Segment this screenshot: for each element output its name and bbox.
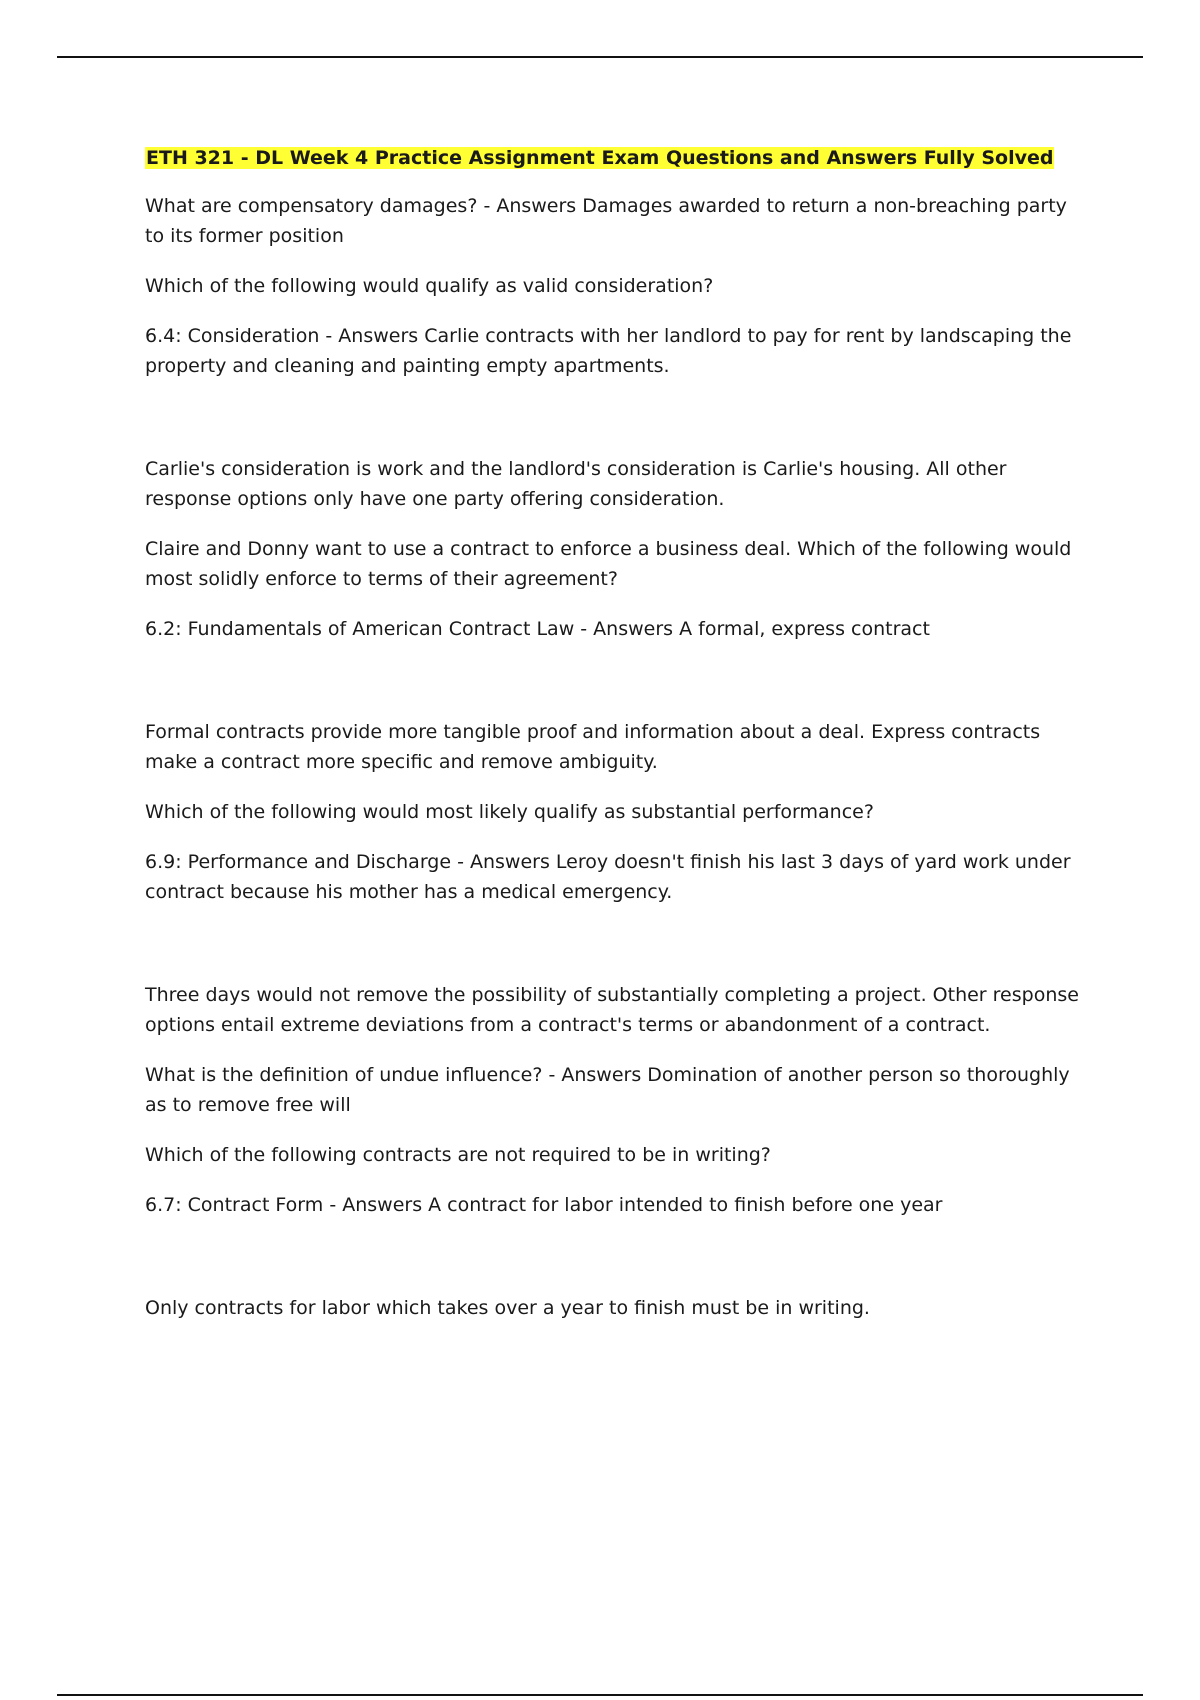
explanation-formal-contracts: Formal contracts provide more tangible proof and information about a deal. Express contracts make a contract more specific and remove ambiguity.	[145, 721, 1041, 773]
paragraph-compensatory-damages: What are compensatory damages? - Answers Damages awarded to return a non-breaching party to its former position	[145, 195, 1067, 247]
question-enforce-deal: Claire and Donny want to use a contract to enforce a business deal. Which of the following would most solidly enforce to terms of their agreement?	[145, 538, 1072, 590]
question-substantial-performance: Which of the following would most likely qualify as substantial performance?	[145, 801, 874, 823]
explanation-consideration: Carlie's consideration is work and the landlord's consideration is Carlie's housing. All other response options only have one party offering consideration.	[145, 458, 1007, 510]
document-title	[145, 143, 1085, 173]
footer-rule	[57, 1694, 1143, 1696]
question-writing-required: Which of the following contracts are not required to be in writing?	[145, 1144, 771, 1166]
explanation-three-days: Three days would not remove the possibility of substantially completing a project. Other response options entail extreme deviations from a contract's terms or abandonment of a contract.	[145, 984, 1079, 1036]
explanation-labor-contracts: Only contracts for labor which takes over a year to finish must be in writing.	[145, 1297, 870, 1319]
document-body	[145, 143, 1085, 1343]
answer-contract-form: 6.7: Contract Form - Answers A contract for labor intended to finish before one year	[145, 1194, 943, 1216]
answer-contract-law: 6.2: Fundamentals of American Contract Law - Answers A formal, express contract	[145, 618, 930, 640]
question-valid-consideration: Which of the following would qualify as valid consideration?	[145, 275, 714, 297]
highlighted-title-text: ETH 321 - DL Week 4 Practice Assignment Exam Questions and Answers Fully Solved	[146, 147, 1054, 169]
answer-performance-discharge: 6.9: Performance and Discharge - Answers Leroy doesn't finish his last 3 days of yard work under contract because his mother has a medical emergency.	[145, 851, 1071, 903]
answer-consideration: 6.4: Consideration - Answers Carlie contracts with her landlord to pay for rent by landscaping the property and cleaning and painting empty apartments.	[145, 325, 1072, 377]
paragraph-undue-influence: What is the definition of undue influence? - Answers Domination of another person so thoroughly as to remove free will	[145, 1064, 1070, 1116]
header-rule	[57, 56, 1143, 58]
